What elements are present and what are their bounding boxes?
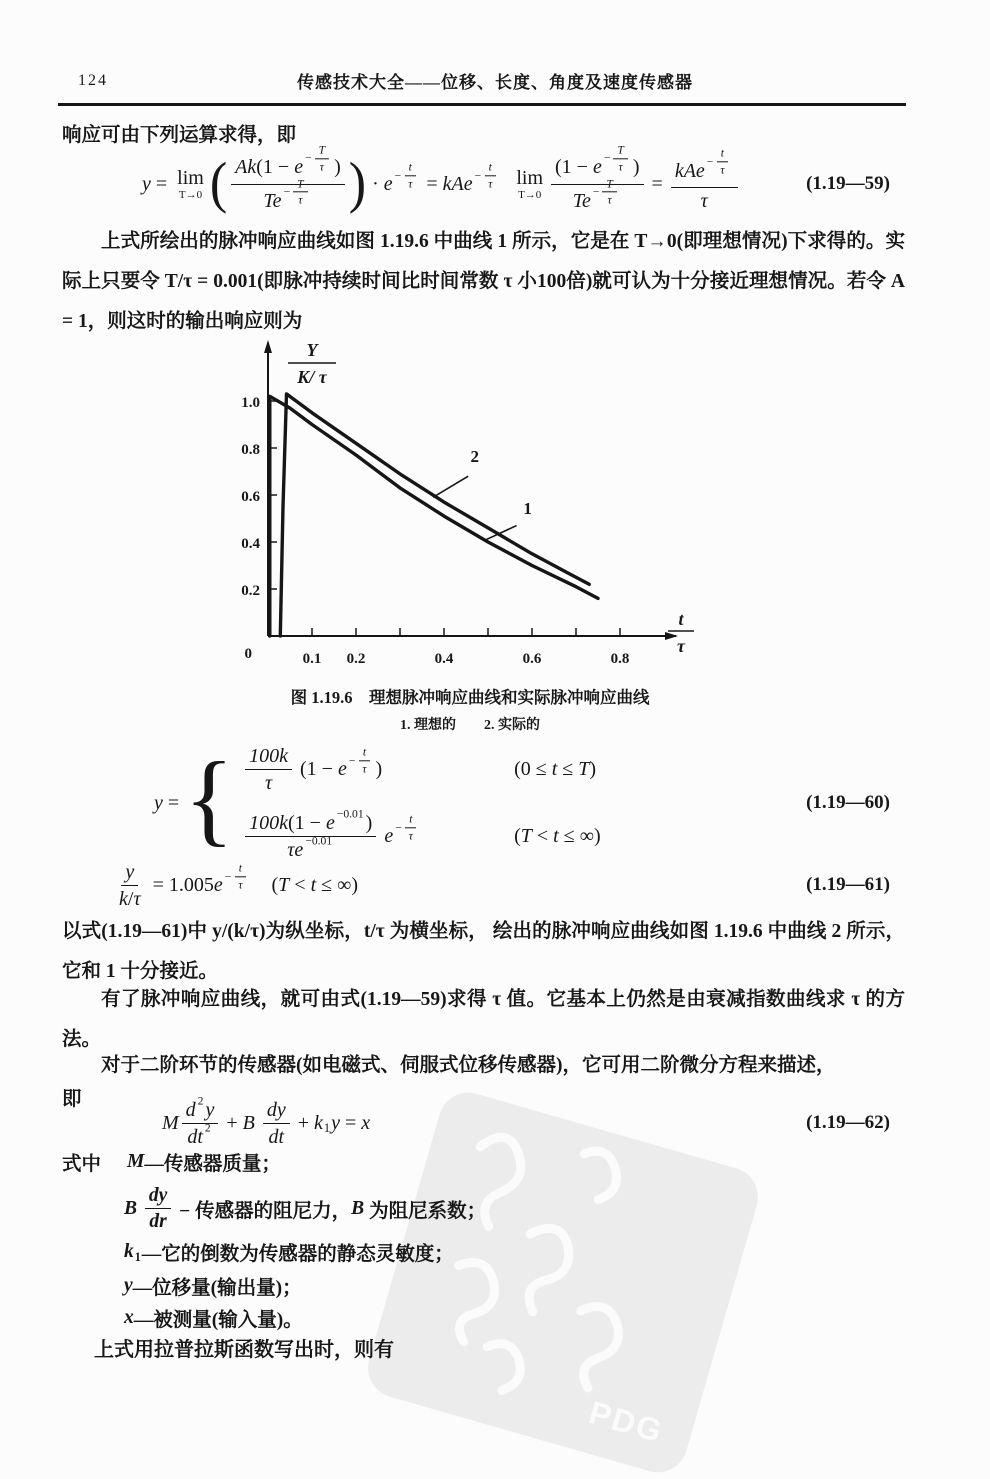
- svg-text:t: t: [678, 609, 684, 629]
- paragraph-curve2: 以式(1.19—61)中 y/(k/τ)为纵坐标，t/τ 为横坐标， 绘出的脉冲响应曲线如图 1.19.6 中曲线 2 所示，它和 1 十分接近。: [62, 921, 905, 982]
- running-header-title: 传感技术大全——位移、长度、角度及速度传感器: [297, 73, 693, 92]
- definition-intro: 式中: [62, 1154, 102, 1175]
- equation-61-number: (1.19—61): [806, 874, 890, 895]
- svg-text:0.6: 0.6: [241, 489, 260, 505]
- svg-text:0.2: 0.2: [241, 583, 260, 599]
- equation-61: [62, 860, 890, 910]
- figure-chart-svg: [228, 336, 708, 686]
- svg-text:0: 0: [244, 646, 252, 662]
- definition-k1: k 1 —它的倒数为传感器的静态灵敏度；: [124, 1241, 454, 1265]
- equation-62-math: M d 2 y dt 2 + B $\frac{dy}{dt}$ + k 1 y = x: [162, 1093, 371, 1148]
- paragraph-second-order: 对于二阶环节的传感器(如电磁式、伺服式位移传感器)，它可用二阶微分方程来描述，: [101, 1055, 836, 1076]
- figure-caption: 图 1.19.6 理想脉冲响应曲线和实际脉冲响应曲线: [290, 688, 650, 707]
- svg-text:Y: Y: [306, 340, 318, 360]
- svg-text:K/ τ: K/ τ: [297, 367, 327, 387]
- svg-text:0.8: 0.8: [241, 442, 260, 458]
- svg-text:0.1: 0.1: [302, 651, 322, 667]
- chart-dynamic-content: [241, 340, 686, 667]
- definition-m: M —传感器质量；: [127, 1151, 281, 1175]
- svg-text:0.6: 0.6: [522, 651, 542, 667]
- paragraph-namely: 即: [62, 1089, 82, 1110]
- svg-text:0.8: 0.8: [610, 651, 630, 667]
- figure-chart: [228, 336, 708, 686]
- watermark-pdg-text: PDG: [585, 1394, 668, 1450]
- svg-text:2: 2: [470, 447, 480, 467]
- equation-59: [62, 142, 890, 222]
- equation-59-number: (1.19—59): [806, 173, 890, 194]
- y-axis-arrow: [264, 340, 272, 353]
- paragraph-intro: 响应可由下列运算求得，即: [62, 125, 297, 146]
- definition-row-x: [124, 1304, 303, 1332]
- equation-60-math: y = { $\frac{100k}{\tau}$ (1 − e − $\frac{t}{\tau}$ ) (0 ≤ t ≤ T ) 100k (1 − e −0.01 ) τe −0.01 e − $\frac{t}{\tau}$ ( T < t ≤ ∞): [154, 741, 601, 861]
- definition-row-k1: [124, 1238, 454, 1266]
- paragraph-pulse-response: 上式所绘出的脉冲响应曲线如图 1.19.6 中曲线 1 所示，它是在 T→0(即理想情况)下求得的。实际上只要令 T/τ = 0.001(即脉冲持续时间比时间常数 τ 小100倍)就可认为十分接近理想情况。若令 A = 1，则这时的输出响应则为: [62, 231, 905, 332]
- header-rule: [58, 103, 906, 106]
- svg-text:1: 1: [523, 498, 532, 518]
- equation-62-number: (1.19—62): [806, 1112, 890, 1133]
- definition-b: B $\frac{dy}{dr}$ − 传感器的阻尼力， B 为阻尼系数；: [124, 1185, 487, 1233]
- definition-row-y: [124, 1272, 302, 1300]
- definition-row-m: [62, 1148, 281, 1176]
- equation-62: [62, 1093, 890, 1150]
- definition-row-b: [124, 1184, 486, 1234]
- equation-59-math: y = lim T→0 ( Ak (1 − e − $\frac{T}{\tau}$ ) Te − $\frac{T}{\tau}$ ) · e − $\frac{t}{\tau}$ = kAe − $\frac{t}{\tau}$ lim T→0 (1 − e − $\frac{T}{\tau}$ ) Te − $\frac{T}{\tau}$ = kAe − $\frac{t}{\tau}$ τ: [142, 152, 741, 217]
- equation-60-number: (1.19—60): [806, 792, 890, 813]
- equation-60: [62, 741, 890, 861]
- svg-text:0.2: 0.2: [346, 651, 366, 667]
- definition-x: x —被测量(输入量)。: [124, 1307, 303, 1331]
- svg-text:0.4: 0.4: [241, 536, 260, 552]
- definition-y: y —位移量(输出量)；: [124, 1275, 302, 1299]
- svg-text:0.4: 0.4: [434, 651, 454, 667]
- svg-text:1.0: 1.0: [241, 395, 260, 411]
- page-number: 124: [78, 72, 108, 89]
- svg-text:τ: τ: [677, 636, 685, 656]
- equation-61-math: y k / τ = 1.005 e − $\frac{t}{\tau}$ ( T < t ≤ ∞): [119, 860, 359, 910]
- figure-legend: 1. 理想的 2. 实际的: [400, 718, 540, 733]
- paragraph-tau-method: 有了脉冲响应曲线，就可由式(1.19—59)求得 τ 值。它基本上仍然是由衰减指数曲线求 τ 的方法。: [62, 989, 905, 1050]
- paragraph-laplace: 上式用拉普拉斯函数写出时，则有: [94, 1339, 394, 1361]
